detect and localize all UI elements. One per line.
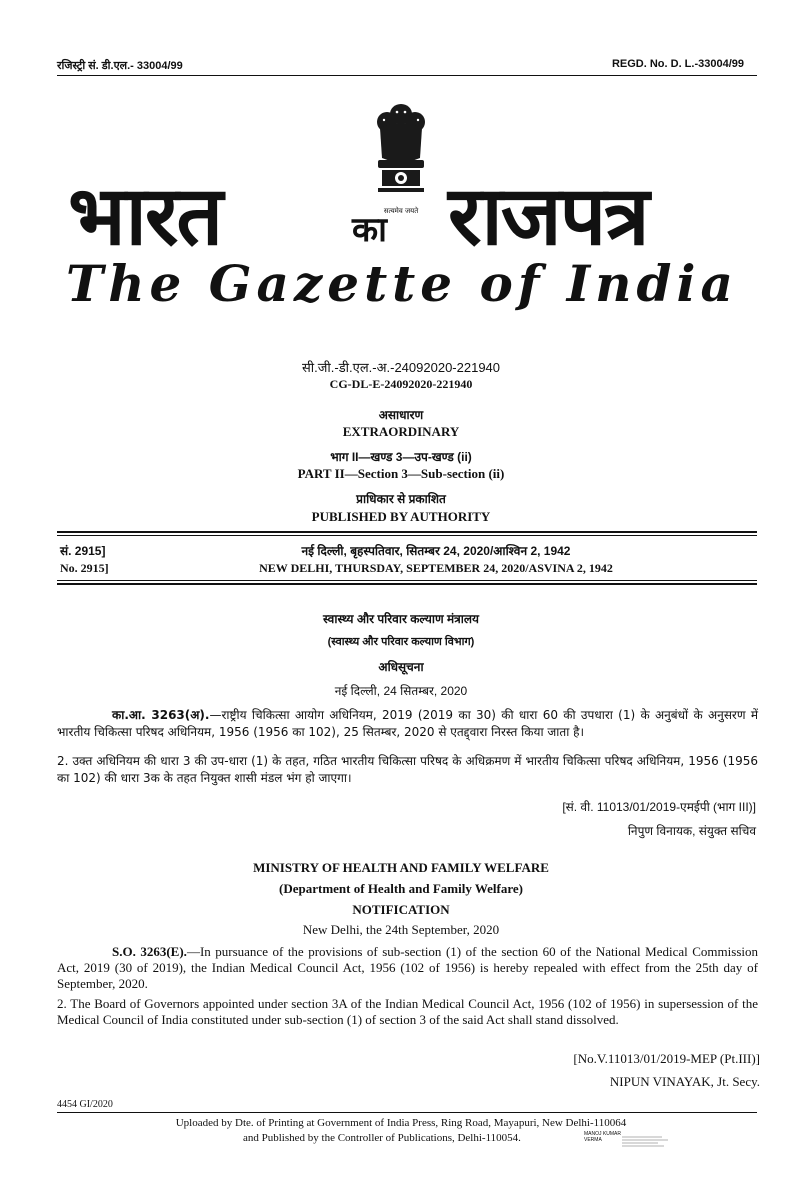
hindi-paragraph-1-text: —राष्ट्रीय चिकित्सा आयोग अधिनियम, 2019 (2019 का 30) की धारा 60 की उपधारा (1) के अनुबंधों के अनुसरण में भारतीय चिकित्सा परिषद अधिनियम, 1956 (1956 का 102), 25 सितम्बर, 2020 से एतद्द्वारा निरस्त किया जाता है। bbox=[57, 708, 758, 739]
issue-date-hindi: नई दिल्ली, बृहस्पतिवार, सितम्बर 24, 2020/आश्विन 2, 1942 bbox=[301, 544, 571, 558]
dateline-top-rule bbox=[57, 531, 757, 533]
english-department-title: (Department of Health and Family Welfare) bbox=[279, 881, 523, 896]
issue-number-hindi: सं. 2915] bbox=[60, 544, 106, 558]
footer-publisher-line: and Published by the Controller of Publications, Delhi-110054. bbox=[243, 1132, 521, 1144]
english-file-number: [No.V.11013/01/2019-MEP (Pt.III)] bbox=[573, 1051, 760, 1066]
masthead-english: The Gazette of India bbox=[66, 254, 738, 313]
dateline-top-rule-thin bbox=[57, 535, 757, 536]
english-ministry-title: MINISTRY OF HEALTH AND FAMILY WELFARE bbox=[253, 860, 549, 875]
english-signatory: NIPUN VINAYAK, Jt. Secy. bbox=[609, 1074, 760, 1089]
regd-number-english: REGD. No. D. L.-33004/99 bbox=[611, 58, 744, 70]
hindi-notification-date: नई दिल्ली, 24 सितम्बर, 2020 bbox=[334, 684, 468, 698]
digital-signature-name-line-2: VERMA bbox=[584, 1137, 602, 1143]
digital-signature-name bbox=[584, 1131, 621, 1143]
masthead-hindi-bharat: भारत bbox=[68, 169, 222, 264]
english-paragraph-2: 2. The Board of Governors appointed under section 3A of the Indian Medical Council Act, 1956 (102 of 1956) in supersession of the Medical Council of India constituted under sub-section (1) of section 3 of the said Act shall stand dissolved. bbox=[57, 996, 758, 1027]
hindi-signatory: निपुण विनायक, संयुक्त सचिव bbox=[627, 824, 756, 838]
digital-signature-details-icon bbox=[622, 1132, 670, 1144]
english-notification-title: NOTIFICATION bbox=[352, 902, 450, 917]
hindi-file-number: [सं. वी. 11013/01/2019-एमईपी (भाग III)] bbox=[562, 800, 756, 814]
published-by-authority-hindi: प्राधिकार से प्रकाशित bbox=[356, 492, 446, 506]
part-section-hindi: भाग II—खण्ड 3—उप-खण्ड (ii) bbox=[330, 450, 472, 464]
regd-number-hindi: रजिस्ट्री सं. डी.एल.- 33004/99 bbox=[57, 60, 183, 72]
dateline-bottom-rule-thin bbox=[57, 580, 757, 581]
extraordinary-hindi: असाधारण bbox=[378, 408, 424, 422]
national-emblem-icon bbox=[358, 100, 444, 215]
english-order-number: S.O. 3263(E). bbox=[112, 944, 187, 959]
hindi-paragraph-2: 2. उक्त अधिनियम की धारा 3 की उप-धारा (1) के तहत, गठित भारतीय चिकित्सा परिषद के अधिक्रमण में भारतीय चिकित्सा परिषद अधिनियम, 1956 (1956 का 102) की धारा 3क के तहत नियुक्त शासी मंडल भंग हो जाएगा। bbox=[57, 754, 758, 785]
issue-date-english: NEW DELHI, THURSDAY, SEPTEMBER 24, 2020/ASVINA 2, 1942 bbox=[259, 561, 613, 575]
part-section-english: PART II—Section 3—Sub-section (ii) bbox=[297, 466, 505, 481]
dateline-bottom-rule bbox=[57, 583, 757, 585]
masthead-hindi-ka: का bbox=[352, 210, 387, 250]
cg-dl-number-hindi: सी.जी.-डी.एल.-अ.-24092020-221940 bbox=[301, 360, 501, 375]
english-notification-date: New Delhi, the 24th September, 2020 bbox=[302, 922, 500, 937]
extraordinary-english: EXTRAORDINARY bbox=[342, 424, 460, 439]
issue-number-english: No. 2915] bbox=[60, 561, 109, 575]
hindi-notification-title: अधिसूचना bbox=[378, 660, 424, 674]
english-paragraph-1-text: —In pursuance of the provisions of sub-section (1) of the section 60 of the National Medical Commission Act, 2019 (30 of 2019), the Indian Medical Council Act, 1956 (102 of 1956) is hereby repealed with effect from the 25th day of September, 2020. bbox=[57, 944, 758, 991]
cg-dl-number-english: CG-DL-E-24092020-221940 bbox=[329, 377, 473, 391]
hindi-department-title: (स्वास्थ्य और परिवार कल्याण विभाग) bbox=[327, 636, 475, 648]
digital-signature-name-line-1: MANOJ KUMAR bbox=[584, 1131, 621, 1137]
hindi-ministry-title: स्वास्थ्य और परिवार कल्याण मंत्रालय bbox=[323, 612, 479, 626]
emblem-motto: सत्यमेव जयते bbox=[383, 207, 419, 215]
english-paragraph-1 bbox=[57, 944, 758, 992]
top-rule bbox=[57, 75, 757, 76]
hindi-paragraph-1 bbox=[57, 707, 758, 741]
gi-number: 4454 GI/2020 bbox=[57, 1099, 113, 1110]
published-by-authority-english: PUBLISHED BY AUTHORITY bbox=[311, 509, 491, 524]
footer-printer-line: Uploaded by Dte. of Printing at Government of India Press, Ring Road, Mayapuri, New Delhi-110064 bbox=[175, 1117, 627, 1129]
hindi-order-number: का.आ. 3263(अ). bbox=[112, 708, 210, 722]
masthead-hindi-rajpatra: राजपत्र bbox=[448, 169, 648, 264]
footer-rule bbox=[57, 1112, 757, 1113]
